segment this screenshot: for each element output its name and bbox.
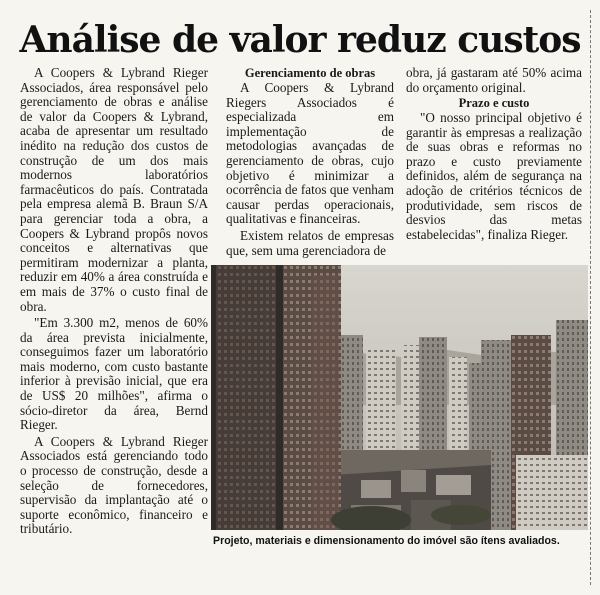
paragraph: obra, já gastaram até 50% acima do orçamento original.	[406, 65, 582, 95]
paragraph: "Em 3.300 m2, menos de 60% da área prevista inicialmente, conseguimos fazer um laboratório mais moderno, com custo bastante inferior à previsão inicial, que era de US$ 20 milhões", afirma o sócio-diretor da área, Bernd Rieger.	[20, 315, 208, 433]
city-skyline-photo	[211, 265, 588, 530]
subheading-prazo: Prazo e custo	[458, 96, 530, 110]
paragraph: A Coopers & Lybrand Rieger Associados, área responsável pelo gerenciamento de obras e análise de valor da Coopers & Lybrand, acaba de apresentar um resultado inédito na redução dos custos de construção de um dos mais modernos laboratórios farmacêuticos do país. Contratada pela empresa alemã B. Braun S/A para gerenciar toda a obra, a Coopers & Lybrand propôs novos conceitos e alternativas que permitiram modernizar a planta, reduzir em 40% a área construída e em mais de 37% o custo final de obra.	[20, 65, 208, 314]
article-column-3	[406, 111, 582, 242]
headline: Análise de valor reduz custos	[19, 19, 581, 61]
article-column-3-continuation	[406, 66, 582, 95]
photo-caption: Projeto, materiais e dimensionamento do imóvel são ítens avaliados.	[213, 535, 560, 547]
article-column-1	[20, 66, 208, 537]
paragraph: "O nosso principal objetivo é garantir às empresas a realização de suas obras e reformas no prazo e custo previamente definidos, além de segurança na adoção de critérios técnicos de produtividade, sem riscos de desvios das metas estabelecidas", finaliza Rieger.	[406, 110, 582, 242]
article-column-2	[226, 81, 394, 258]
paragraph: A Coopers & Lybrand Rieger Associados está gerenciando todo o processo de construção, desde a seleção de fornecedores, supervisão da implantação até o suporte econômico, financeiro e tributário.	[20, 433, 208, 537]
subheading-gerenciamento: Gerenciamento de obras	[244, 66, 376, 80]
cut-line	[590, 10, 591, 585]
paragraph: Existem relatos de empresas que, sem uma gerenciadora de	[226, 227, 394, 258]
paragraph: A Coopers & Lybrand Riegers Associados é especializada em implementação de metodologias avançadas de gerenciamento de obras, cujo objetivo é minimizar a ocorrência de fatos que venham causar perdas operacionais, qualitativas e financeiras.	[226, 80, 394, 227]
